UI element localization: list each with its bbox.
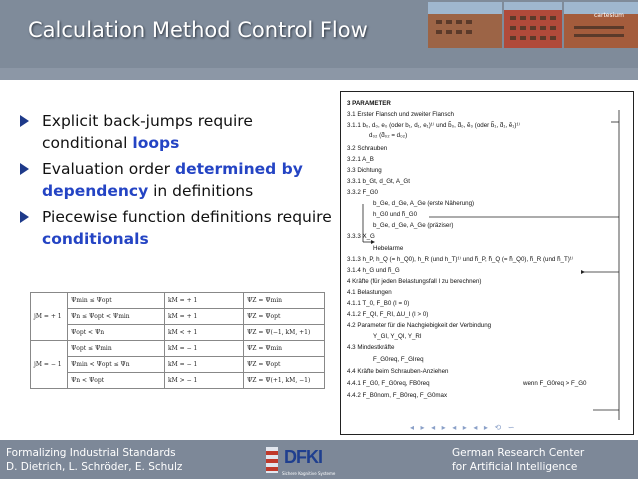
keyword: conditionals: [42, 230, 149, 248]
bullet-item: Evaluation order determined by dependency in definitions: [20, 158, 338, 202]
doc-line: 3.3.2 F_G0: [347, 189, 378, 196]
logo-tagline: Sichere Kognitive Systeme: [282, 471, 336, 476]
doc-line: 3.1.1 b₀, d₀, e₀ (oder b₁, d₁, e₁)¹⁾ und b̃₀, d̃₀, ẽ₀ (oder b̃₁, d̃₁, ẽ₁)¹⁾: [347, 122, 521, 129]
bullet-arrow-icon: [20, 211, 29, 223]
doc-line: wenn F_G0req > F_G0: [523, 380, 587, 387]
cartesium-sign: cartesium: [594, 12, 624, 19]
dfki-logo: [262, 445, 344, 479]
table-cell: ΨZ = Ψmin: [244, 341, 325, 357]
institute-line-1: German Research Center: [452, 447, 585, 459]
bullet-arrow-icon: [20, 163, 29, 175]
building-photo-1: [428, 2, 502, 48]
doc-line: 4.3 Mindestkräfte: [347, 344, 395, 351]
keyword: determined by dependency: [42, 160, 303, 200]
table-cell: kM = + 1: [165, 309, 244, 325]
authors: D. Dietrich, L. Schröder, E. Schulz: [6, 461, 183, 473]
lighthouse-icon: [266, 447, 278, 473]
table-row: [31, 357, 325, 373]
slide-title: Calculation Method Control Flow: [28, 18, 368, 42]
footer-right: [452, 446, 584, 474]
doc-line: 3.1.3 h_P, h_Q (= h_Q0), h_R (und h_T)¹⁾ und h̃_P, h̃_Q (= h̃_Q0), h̃_R (und h̃_T)¹⁾: [347, 256, 574, 263]
table-cell: Ψmin < Ψopt ≤ Ψn: [68, 357, 165, 373]
table-cell: jM = + 1: [31, 293, 68, 341]
table-cell: kM > − 1: [165, 373, 244, 389]
table-cell: kM = − 1: [165, 357, 244, 373]
doc-line: 4.1 Belastungen: [347, 289, 392, 296]
table-cell: Ψn < Ψopt: [68, 373, 165, 389]
institute-line-2: for Artificial Intelligence: [452, 461, 578, 473]
doc-line: 4.1.1 T_0, F_B0 (I = 0): [347, 300, 410, 307]
doc-line: 3.3.1 b_Gt, d_Gt, A_Gt: [347, 178, 410, 185]
doc-line: 4.1.2 F_QI, F_RI, ΔU_I (I > 0): [347, 311, 429, 318]
table-row: [31, 341, 325, 357]
doc-line: b_Ge, d_Ge, A_Ge (erste Näherung): [373, 200, 475, 207]
table-cell: ΨZ = Ψmin: [244, 293, 325, 309]
bullet-item: Explicit back-jumps require conditional loops: [20, 110, 338, 154]
doc-line: 4.4.2 F_B0nom, F_B0req, F_G0max: [347, 392, 448, 399]
building-photo-2: [504, 2, 562, 48]
doc-line: 3.3 Dichtung: [347, 167, 382, 174]
table-cell: kM = + 1: [165, 293, 244, 309]
doc-line: h_G0 und h̃_G0: [373, 211, 418, 218]
table-cell: jM = − 1: [31, 341, 68, 389]
table-cell: Ψn ≤ Ψopt < Ψmin: [68, 309, 165, 325]
doc-line: Y_GI, Y_QI, Y_RI: [373, 333, 422, 340]
building-photo-3: [564, 2, 638, 48]
bullet-list: [20, 110, 338, 254]
doc-line: 3.3.3 X_G: [347, 233, 375, 240]
doc-line: F_G0req, F_GIreq: [373, 356, 424, 363]
doc-line: 4 Kräfte (für jeden Belastungsfall I zu berechnen): [347, 278, 482, 285]
logo-mark: DFKI: [284, 447, 322, 467]
table-cell: ΨZ = Ψ(+1, kM, −1): [244, 373, 325, 389]
doc-line: 3.1 Erster Flansch und zweiter Flansch: [347, 111, 454, 118]
doc-line: 3 PARAMETER: [347, 100, 391, 107]
doc-line: Hebelarme: [373, 245, 404, 252]
bullet-arrow-icon: [20, 115, 29, 127]
table-row: [31, 373, 325, 389]
doc-line: 4.4.1 F_G0, F_G0req, FB0req: [347, 380, 430, 387]
doc-line: d₀₂ (d̃₀₂ = d₀₂): [369, 132, 408, 139]
table-cell: Ψmin ≤ Ψopt: [68, 293, 165, 309]
piecewise-table: [30, 292, 325, 389]
doc-line: 4.4 Kräfte beim Schrauben-Anziehen: [347, 368, 449, 375]
table-cell: ΨZ = Ψopt: [244, 309, 325, 325]
doc-line: 4.2 Parameter für die Nachgiebigkeit der Verbindung: [347, 322, 492, 329]
table-cell: Ψopt < Ψn: [68, 325, 165, 341]
talk-title: Formalizing Industrial Standards: [6, 447, 176, 459]
doc-line: 3.1.4 h_G und h̃_G: [347, 267, 400, 274]
bullet-item: Piecewise function definitions require conditionals: [20, 206, 338, 250]
table-cell: kM = − 1: [165, 341, 244, 357]
keyword: loops: [132, 134, 180, 152]
table-cell: ΨZ = Ψ(−1, kM, +1): [244, 325, 325, 341]
slide-header: [0, 0, 638, 80]
table-cell: kM < + 1: [165, 325, 244, 341]
table-row: [31, 309, 325, 325]
calculation-flow-document: [340, 91, 634, 435]
table-row: [31, 293, 325, 309]
doc-line: 3.2 Schrauben: [347, 145, 388, 152]
doc-line: b_Ge, d_Ge, A_Ge (präziser): [373, 222, 454, 229]
beamer-nav-controls[interactable]: ◂ ▸ ◂ ▸ ◂ ▸ ◂ ▸ ⟲ ∽: [410, 423, 517, 432]
table-cell: ΨZ = Ψopt: [244, 357, 325, 373]
table-cell: Ψopt ≤ Ψmin: [68, 341, 165, 357]
table-row: [31, 325, 325, 341]
footer-left: [6, 446, 182, 474]
doc-line: 3.2.1 A_B: [347, 156, 374, 163]
